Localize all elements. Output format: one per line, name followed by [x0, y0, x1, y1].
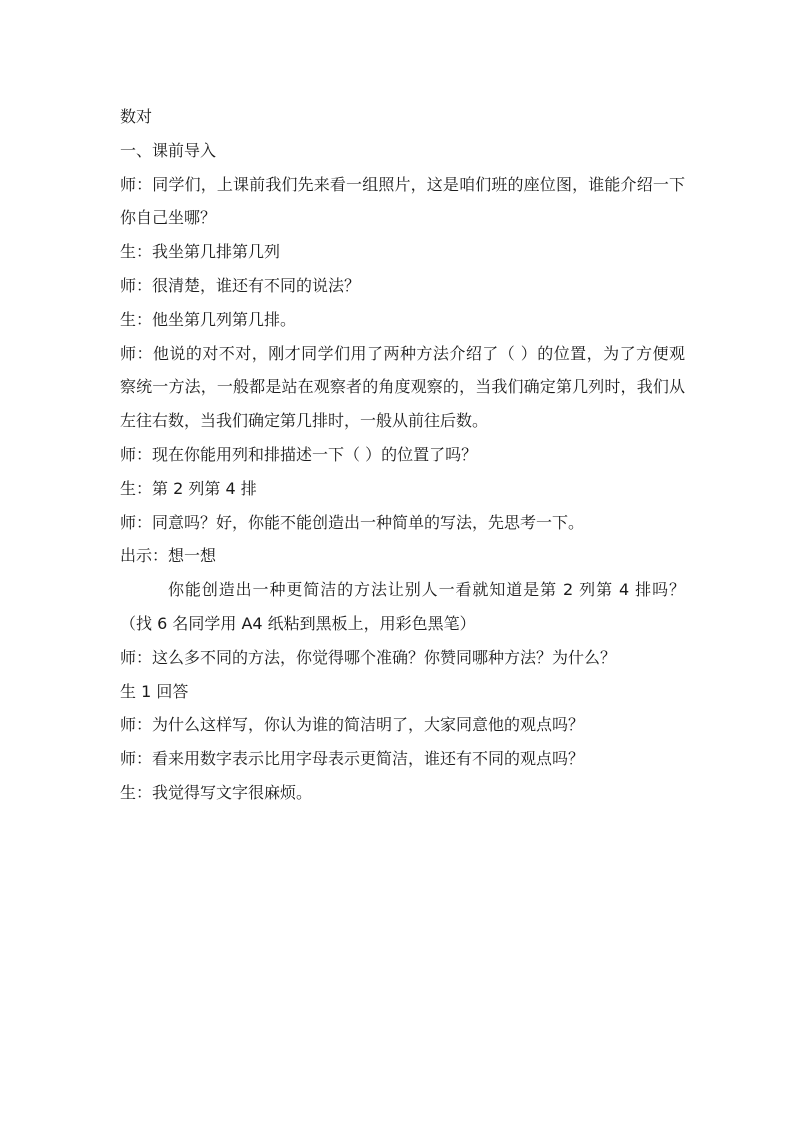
dialogue-teacher-prompt: 师：同意吗？好，你能不能创造出一种简单的写法，先思考一下。: [120, 512, 585, 532]
dialogue-teacher-compare: 师：这么多不同的方法，你觉得哪个准确？你赞同哪种方法？为什么？: [120, 647, 617, 667]
dialogue-student-final: 生：我觉得写文字很麻烦。: [120, 782, 313, 802]
dialogue-teacher-intro: 师：同学们，上课前我们先来看一组照片，这是咱们班的座位图，谁能介绍一下你自己坐哪？: [120, 174, 685, 228]
dialogue-teacher-question: 师：现在你能用列和排描述一下（ ）的位置了吗？: [120, 444, 478, 464]
display-think-label: 出示：想一想: [120, 546, 217, 566]
activity-instruction: 你能创造出一种更简洁的方法让别人一看就知道是第 2 列第 4 排吗？（找 6 名同学用 A4 纸粘到黑板上，用彩色黑笔）: [120, 580, 685, 633]
dialogue-student-answer-1: 生：我坐第几排第几列: [120, 242, 281, 262]
document-title: 数对: [120, 107, 153, 126]
dialogue-student-1-answer: 生 1 回答: [120, 681, 189, 701]
document-body: [120, 100, 685, 810]
dialogue-teacher-why: 师：为什么这样写，你认为谁的简洁明了，大家同意他的观点吗？: [120, 715, 585, 735]
dialogue-teacher-numbers: 师：看来用数字表示比用字母表示更简洁，谁还有不同的观点吗？: [120, 749, 585, 769]
dialogue-teacher-explanation: 师：他说的对不对，刚才同学们用了两种方法介绍了（ ）的位置，为了方便观察统一方法，一般都是站在观察者的角度观察的，当我们确定第几列时，我们从左往右数，当我们确定第几排时，一般从前往后数。: [120, 343, 685, 431]
dialogue-student-answer-3: 生：第 2 列第 4 排: [120, 478, 257, 498]
dialogue-student-answer-2: 生：他坐第几列第几排。: [120, 309, 297, 329]
section-heading: 一、课前导入: [120, 140, 217, 160]
dialogue-teacher-followup-1: 师：很清楚，谁还有不同的说法？: [120, 275, 361, 295]
